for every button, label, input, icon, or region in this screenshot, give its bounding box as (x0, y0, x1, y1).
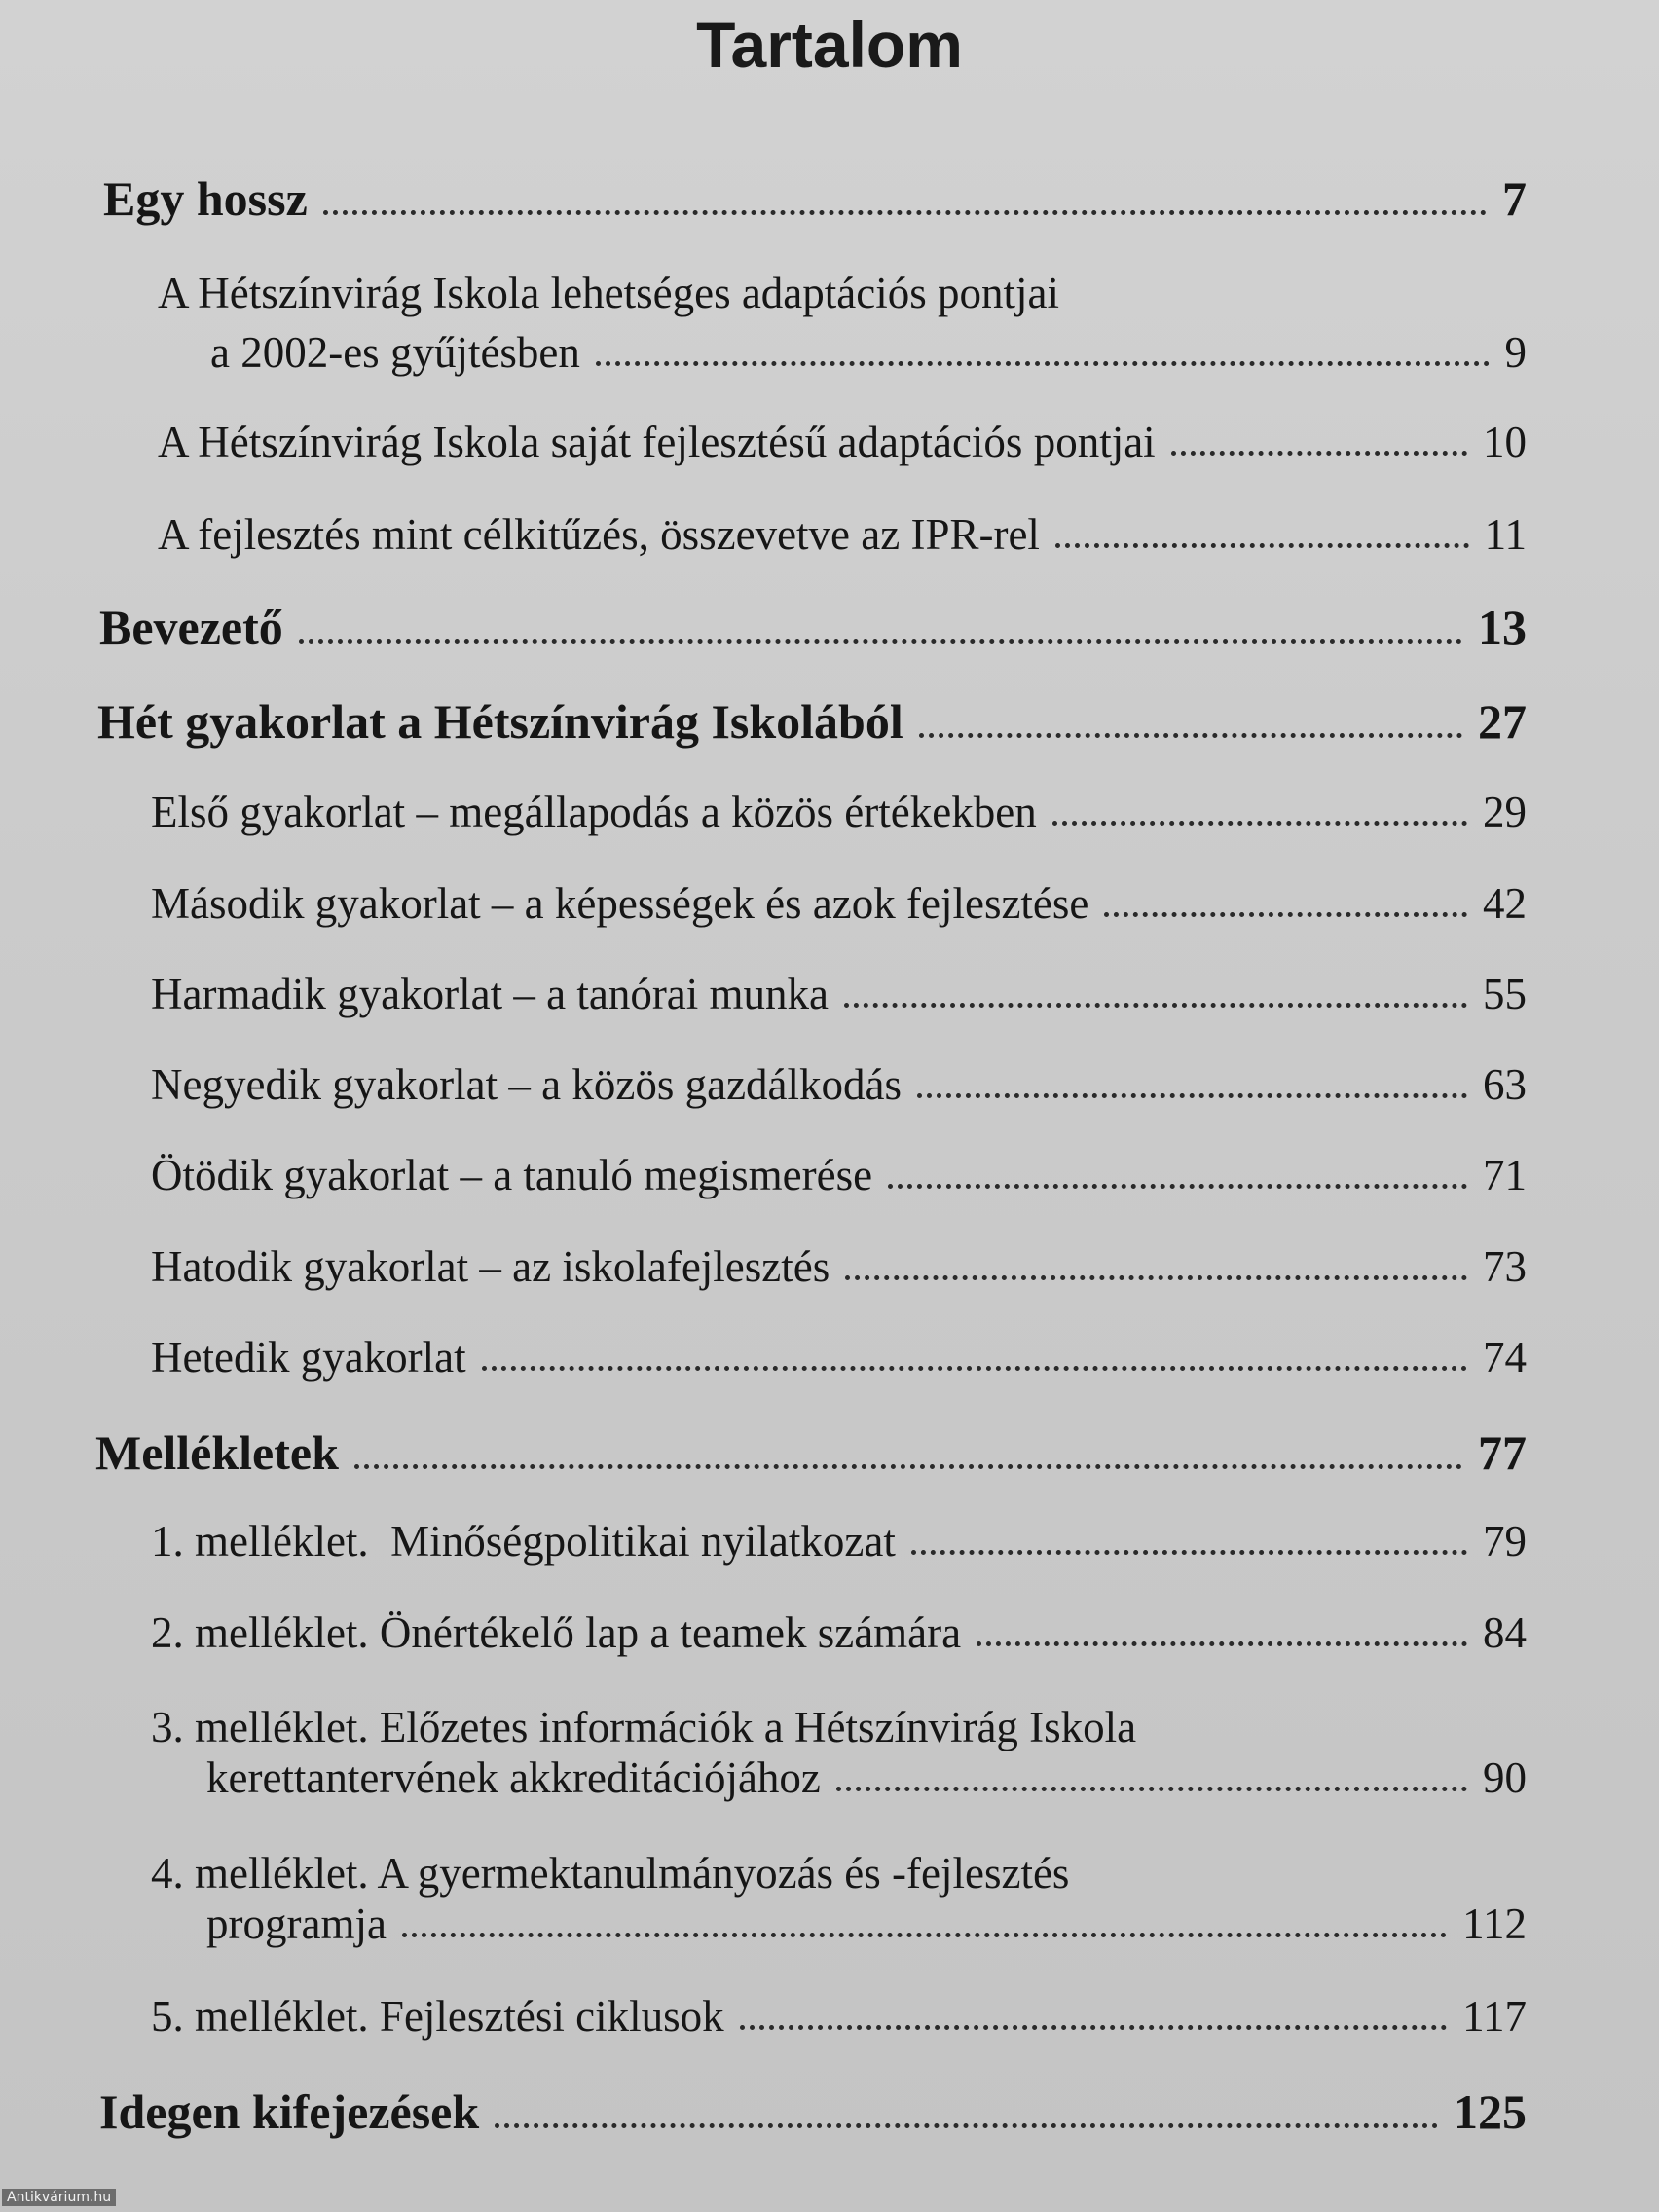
toc-page-number: 77 (1478, 1425, 1527, 1480)
toc-entry-main (99, 599, 1527, 655)
dot-leader (354, 1464, 1462, 1469)
dot-leader (482, 1366, 1467, 1371)
toc-page-number: 42 (1483, 879, 1527, 928)
toc-entry-label: Hatodik gyakorlat – az iskolafejlesztés (151, 1242, 830, 1291)
toc-page-number: 125 (1454, 2084, 1527, 2139)
toc-entry-label: A fejlesztés mint célkitűzés, összevetve az IPR-rel (158, 510, 1040, 559)
toc-page-number: 55 (1483, 970, 1527, 1018)
toc-entry-label: Bevezető (99, 600, 283, 654)
toc-entry-sub (158, 509, 1527, 560)
toc-entry-sub (210, 327, 1527, 378)
toc-page-number: 29 (1483, 788, 1527, 836)
dot-leader (977, 1641, 1467, 1646)
toc-page-number: 10 (1483, 418, 1527, 466)
toc-page-number: 63 (1483, 1060, 1527, 1109)
dot-leader (919, 733, 1462, 738)
toc-entry-label: 5. melléklet. Fejlesztési ciklusok (151, 1992, 724, 2041)
toc-entry-main (97, 693, 1527, 750)
toc-entry-label: programja (206, 1899, 387, 1948)
toc-page-number: 117 (1462, 1992, 1527, 2041)
toc-entry-label: Ötödik gyakorlat – a tanuló megismerése (151, 1151, 873, 1199)
dot-leader (323, 210, 1487, 215)
toc-entry-label: Idegen kifejezések (99, 2084, 480, 2139)
toc-entry-sub (151, 1991, 1527, 2042)
dot-leader (1055, 543, 1469, 548)
page-title: Tartalom (696, 9, 963, 81)
watermark: Antikvárium.hu (2, 2189, 116, 2206)
toc-page-number: 84 (1483, 1608, 1527, 1657)
toc-entry-label: Negyedik gyakorlat – a közös gazdálkodás (151, 1060, 902, 1109)
toc-page-number: 74 (1483, 1333, 1527, 1382)
toc-entry-label: a 2002-es gyűjtésben (210, 328, 580, 377)
toc-entry-first-line: 3. melléklet. Előzetes információk a Hétszínvirág Iskola (151, 1703, 1137, 1751)
toc-entry-label: 2. melléklet. Önértékelő lap a teamek számára (151, 1608, 962, 1657)
toc-page-number: 90 (1483, 1753, 1527, 1802)
dot-leader (596, 361, 1490, 366)
toc-entry-sub (206, 1752, 1527, 1803)
toc-entry-sub (151, 878, 1527, 929)
toc-entry-first-line: 4. melléklet. A gyermektanulmányozás és -fejlesztés (151, 1849, 1070, 1898)
toc-entry-sub (151, 1607, 1527, 1658)
dot-leader (911, 1550, 1467, 1555)
toc-entry-label: Mellékletek (95, 1425, 339, 1480)
toc-entry-label: Első gyakorlat – megállapodás a közös értékekben (151, 788, 1037, 836)
toc-entry-sub (151, 1059, 1527, 1110)
toc-entry-sub (206, 1899, 1527, 1949)
dot-leader (844, 1003, 1467, 1008)
dot-leader (836, 1787, 1467, 1791)
dot-leader (1104, 912, 1467, 917)
dot-leader (888, 1184, 1467, 1189)
dot-leader (740, 2025, 1448, 2030)
toc-page-number: 7 (1502, 171, 1527, 226)
toc-page-number: 71 (1483, 1151, 1527, 1199)
toc-entry-label: Hetedik gyakorlat (151, 1333, 466, 1382)
toc-entry-label: Harmadik gyakorlat – a tanórai munka (151, 970, 830, 1018)
toc-entry-label: Második gyakorlat – a képességek és azok fejlesztése (151, 879, 1089, 928)
dot-leader (1052, 821, 1467, 826)
toc-entry-label: 1. melléklet. Minőségpolitikai nyilatkozat (151, 1517, 896, 1566)
toc-page-number: 73 (1483, 1242, 1527, 1291)
toc-entry-sub (151, 1241, 1527, 1292)
dot-leader (495, 2123, 1438, 2128)
dot-leader (845, 1275, 1467, 1280)
toc-page-number: 79 (1483, 1517, 1527, 1566)
toc-entry-sub (151, 787, 1527, 837)
dot-leader (299, 639, 1462, 644)
toc-page-number: 112 (1462, 1899, 1527, 1948)
toc-page-number: 9 (1504, 328, 1527, 377)
toc-entry-sub (151, 1516, 1527, 1567)
toc-page-number: 13 (1478, 600, 1527, 654)
toc-entry-label: kerettantervének akkreditációjához (206, 1753, 821, 1802)
toc-entry-sub (158, 417, 1527, 467)
toc-entry-first-line: A Hétszínvirág Iskola lehetséges adaptációs pontjai (158, 269, 1059, 317)
dot-leader (402, 1933, 1447, 1937)
toc-entry-label: Egy hossz (103, 171, 308, 226)
toc-entry-label: A Hétszínvirág Iskola saját fejlesztésű adaptációs pontjai (158, 418, 1156, 466)
dot-leader (917, 1093, 1467, 1098)
toc-entry-main (95, 1424, 1527, 1481)
toc-page-number: 11 (1484, 510, 1527, 559)
toc-entry-sub (151, 1150, 1527, 1200)
toc-entry-main (99, 2083, 1527, 2140)
toc-page-number: 27 (1478, 694, 1527, 749)
toc-entry-label: Hét gyakorlat a Hétszínvirág Iskolából (97, 694, 903, 749)
toc-entry-sub (151, 969, 1527, 1019)
toc-entry-main (103, 170, 1527, 227)
toc-entry-sub (151, 1332, 1527, 1382)
dot-leader (1171, 451, 1467, 456)
